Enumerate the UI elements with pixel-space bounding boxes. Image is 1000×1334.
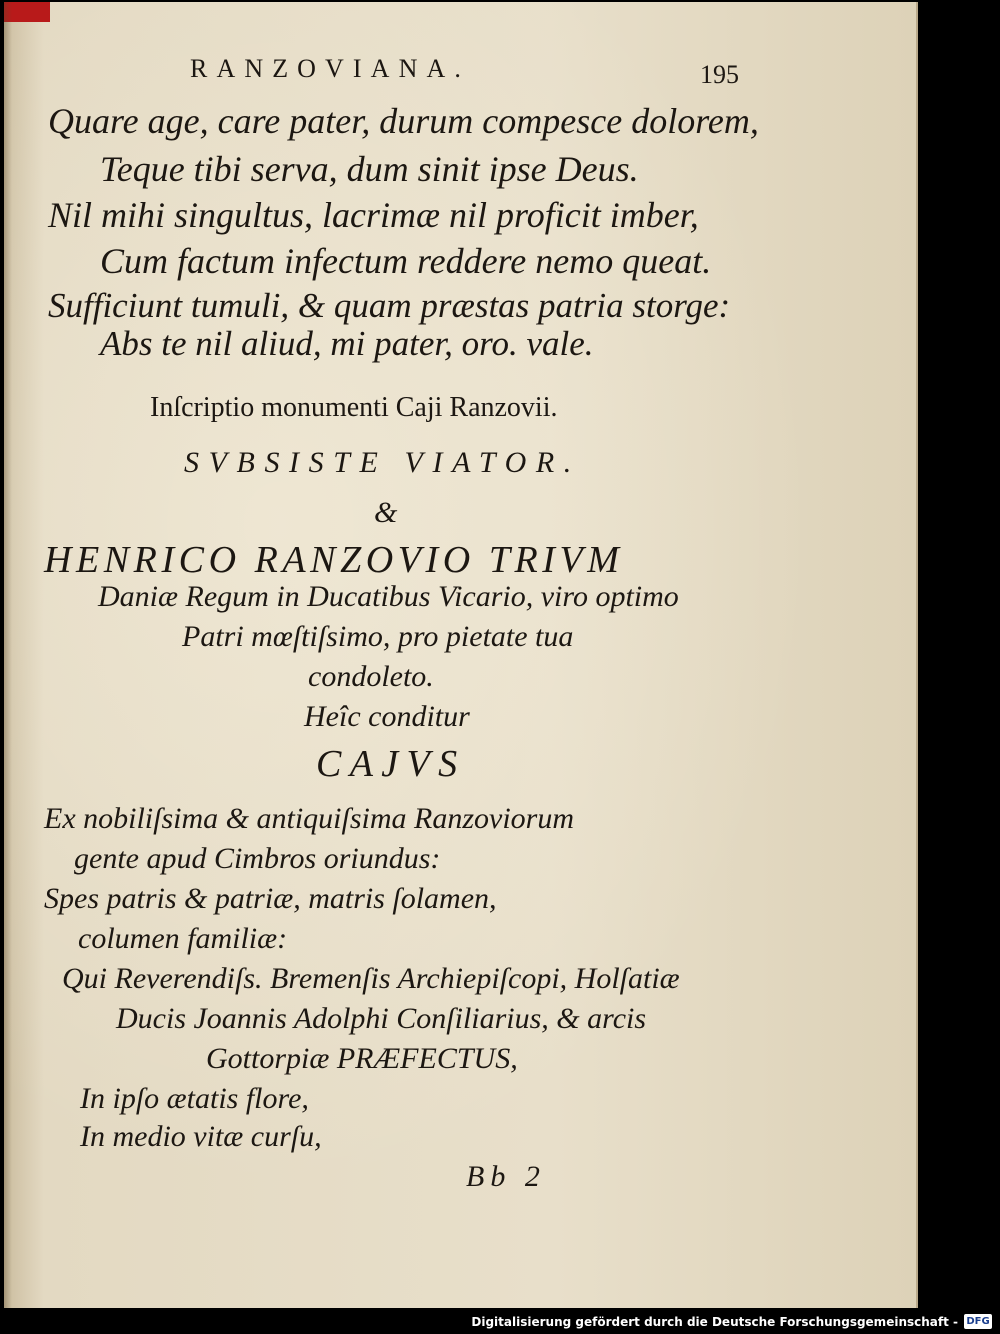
ampersand-mark: & [374,496,398,529]
poem-line-5: Sufficiunt tumuli, & quam præstas patria storge: [48,286,731,325]
footer-bar [0,1310,1000,1334]
body-line-5: Qui Reverendiſs. Bremenſis Archiepiſcopi, Holſatiæ [62,962,680,995]
body-line-8: In ipſo ætatis flore, [80,1082,309,1115]
condoleto-line: condoleto. [308,660,434,693]
poem-line-4: Cum factum infectum reddere nemo queat. [100,241,712,281]
henrico-line: HENRICO RANZOVIO TRIVM [44,539,624,581]
body-line-1: Ex nobiliſsima & antiquiſsima Ranzoviorum [44,802,574,835]
page-number: 195 [700,60,739,89]
inscription-heading: Inſcriptio monumenti Caji Ranzovii. [150,392,558,423]
body-line-7: Gottorpiæ PRÆFECTUS, [206,1042,518,1075]
cajus-name: CAJVS [316,743,466,785]
signature-mark: Bb 2 [466,1160,546,1193]
book-page [4,2,918,1308]
body-line-6: Ducis Joannis Adolphi Conſiliarius, & arcis [116,1002,647,1035]
running-title: RANZOVIANA. [190,54,470,83]
dania-line: Daniæ Regum in Ducatibus Vicario, viro optimo [98,580,679,613]
body-line-9: In medio vitæ curſu, [80,1120,322,1153]
footer-credit: Digitalisierung gefördert durch die Deutsche Forschungsgemeinschaft - [471,1315,958,1329]
body-line-3: Spes patris & patriæ, matris ſolamen, [44,882,497,915]
poem-line-3: Nil mihi singultus, lacrimæ nil proficit imber, [48,195,699,235]
poem-line-2: Teque tibi serva, dum sinit ipse Deus. [100,149,639,189]
subsiste-viator: SVBSISTE VIATOR. [184,446,581,479]
heic-conditur: Heîc conditur [304,700,470,733]
patri-line: Patri mœſtiſsimo, pro pietate tua [182,620,574,653]
body-line-4: columen familiæ: [78,922,288,955]
body-line-2: gente apud Cimbros oriundus: [74,842,441,875]
poem-line-1: Quare age, care pater, durum compesce dolorem, [48,101,759,141]
poem-line-6: Abs te nil aliud, mi pater, oro. vale. [100,324,594,363]
gutter-shadow [4,2,12,1308]
dfg-logo: DFG [964,1314,992,1329]
